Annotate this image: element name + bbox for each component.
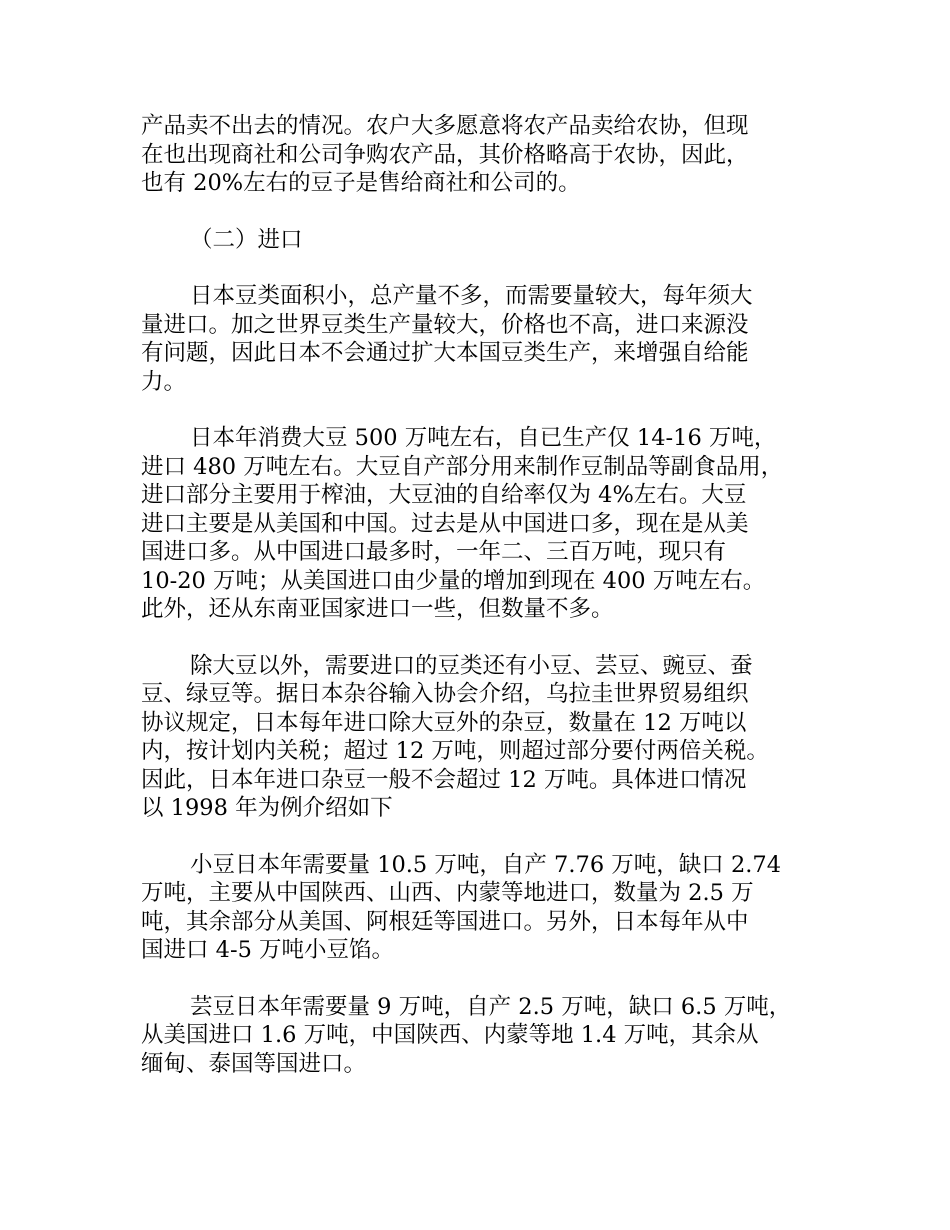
paragraph-adzuki — [141, 851, 821, 965]
text-line: 国进口多。从中国进口最多时，一年二、三百万吨，现只有 — [141, 539, 727, 565]
text-line: 缅甸、泰国等国进口。 — [141, 1050, 367, 1077]
text-line: 有问题，因此日本不会通过扩大本国豆类生产，来增强自给能 — [141, 340, 749, 366]
text-line: 产品卖不出去的情况。农户大多愿意将农产品卖给农协，但现 — [141, 113, 749, 139]
paragraph-sales — [141, 112, 821, 198]
text-line: 因此，日本年进口杂豆一般不会超过 12 万吨。具体进口情况 — [141, 766, 747, 793]
text-line: 从美国进口 1.6 万吨，中国陕西、内蒙等地 1.4 万吨，其余从 — [141, 1022, 759, 1048]
text-line: 此外，还从东南亚国家进口一些，但数量不多。 — [141, 596, 614, 622]
text-line: 以 1998 年为例介绍如下 — [141, 795, 393, 821]
text-line: 除大豆以外，需要进口的豆类还有小豆、芸豆、豌豆、蚕 — [190, 652, 753, 679]
text-line: 协议规定，日本每年进口除大豆外的杂豆，数量在 12 万吨以 — [141, 709, 747, 736]
text-line: 10-20 万吨；从美国进口由少量的增加到现在 400 万吨左右。 — [141, 567, 766, 594]
text-line: 力。 — [141, 368, 187, 395]
text-line: 小豆日本年需要量 10.5 万吨，自产 7.76 万吨，缺口 2.74 — [190, 851, 782, 878]
text-line: 吨，其余部分从美国、阿根廷等国进口。另外，日本每年从中 — [141, 908, 749, 935]
text-line: 日本年消费大豆 500 万吨左右，自已生产仅 14-16 万吨， — [190, 425, 777, 451]
text-line: 日本豆类面积小，总产量不多，而需要量较大，每年须大 — [190, 283, 753, 309]
paragraph-import-intro — [141, 282, 821, 396]
paragraph-soybean — [141, 424, 821, 624]
text-line: 也有 20%左右的豆子是售给商社和公司的。 — [141, 170, 581, 196]
text-line: 豆、绿豆等。据日本杂谷输入协会介绍，乌拉圭世界贸易组织 — [141, 681, 749, 707]
text-line: 芸豆日本年需要量 9 万吨，自产 2.5 万吨，缺口 6.5 万吨， — [190, 993, 792, 1020]
text-line: 进口 480 万吨左右。大豆自产部分用来制作豆制品等副食品用， — [141, 453, 784, 480]
section-heading-import: （二）进口 — [190, 226, 303, 253]
text-line: 内，按计划内关税；超过 12 万吨，则超过部分要付两倍关税。 — [141, 738, 769, 764]
text-line: 进口部分主要用于榨油，大豆油的自给率仅为 4%左右。大豆 — [141, 482, 747, 508]
text-line: 国进口 4-5 万吨小豆馅。 — [141, 937, 395, 963]
paragraph-kidney-bean — [141, 993, 821, 1079]
paragraph-other-beans — [141, 652, 821, 823]
text-line: 在也出现商社和公司争购农产品，其价格略高于农协，因此， — [141, 141, 749, 168]
text-line: 进口主要是从美国和中国。过去是从中国进口多，现在是从美 — [141, 510, 749, 537]
text-line: 量进口。加之世界豆类生产量较大，价格也不高，进口来源没 — [141, 311, 749, 338]
text-line: 万吨，主要从中国陕西、山西、内蒙等地进口，数量为 2.5 万 — [141, 880, 754, 906]
document-page — [141, 112, 821, 1106]
